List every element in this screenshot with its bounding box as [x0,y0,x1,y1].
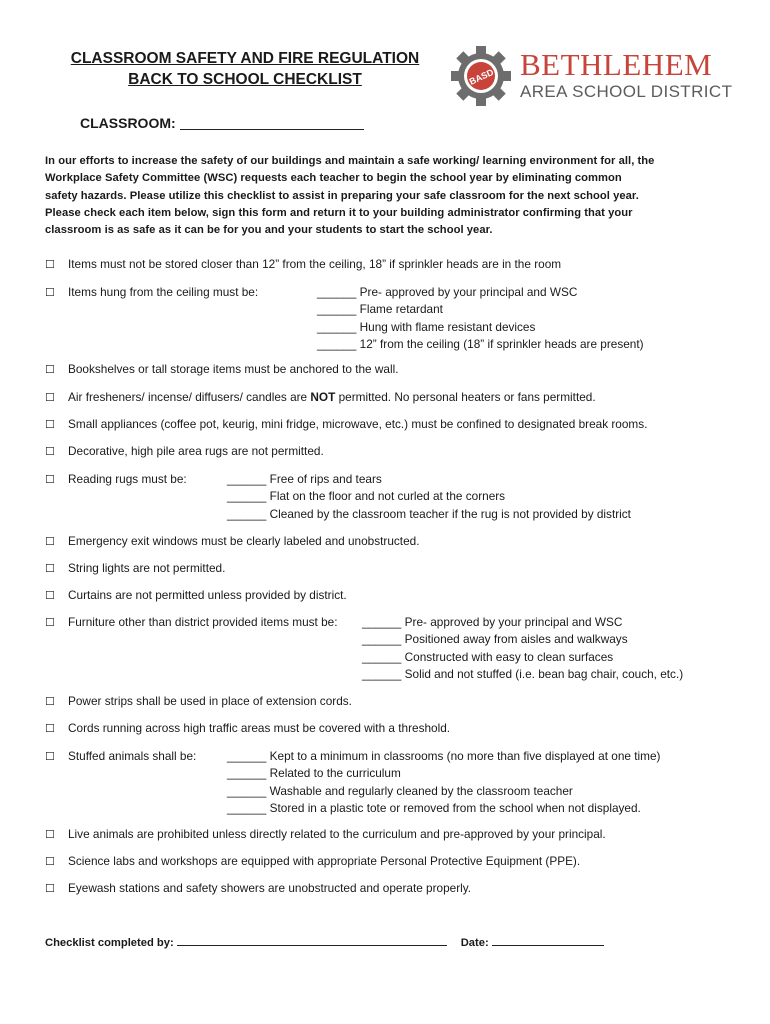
checklist-item [45,361,399,379]
checklist-item [45,471,187,489]
intro-line: Workplace Safety Committee (WSC) requests each teacher to begin the school year by eliminating common [45,172,622,185]
checkbox-icon[interactable]: ☐ [45,617,55,629]
sub-item [227,765,660,782]
sub-item [227,748,660,765]
sub-text: Flat on the floor and not curled at the corners [269,489,506,504]
checkbox-icon[interactable]: ☐ [45,419,55,431]
classroom-field [80,115,364,131]
item-text-emphasis: NOT [310,390,336,404]
checkbox-icon[interactable]: ☐ [45,590,55,602]
checklist-item [45,389,596,407]
checklist-item [45,416,648,434]
item-text: String lights are not permitted. [68,561,226,575]
sub-item [227,488,631,505]
sub-list [227,471,631,523]
sub-item [317,319,644,336]
title-line-1: CLASSROOM SAFETY AND FIRE REGULATION [70,50,420,67]
sub-blank[interactable]: ______ [227,506,267,521]
sub-item [227,471,631,488]
checkbox-icon[interactable]: ☐ [45,696,55,708]
item-text: Power strips shall be used in place of extension cords. [68,694,352,708]
sub-blank[interactable]: ______ [317,336,357,351]
sub-item [317,301,644,318]
sub-blank[interactable]: ______ [227,489,267,504]
checklist-item [45,443,324,461]
sub-blank[interactable]: ______ [362,615,402,629]
sub-text: Positioned away from aisles and walkways [404,632,628,647]
sub-text: Hung with flame resistant devices [359,319,536,334]
sub-text: Pre- approved by your principal and WSC [359,285,578,299]
classroom-blank-line[interactable] [180,115,364,130]
checklist-item [45,853,581,871]
sub-item [227,506,631,523]
item-text: Decorative, high pile area rugs are not permitted. [68,444,324,458]
intro-line: In our efforts to increase the safety of our buildings and maintain a safe working/ learning environment for all, the [45,155,655,167]
intro-line: safety hazards. Please utilize this checklist to assist in preparing your safe classroom for the next school year. [45,189,639,202]
checklist-item [45,587,347,605]
item-text-part: permitted. No personal heaters or fans permitted. [335,390,596,404]
sub-item [227,800,660,817]
sub-blank[interactable]: ______ [317,319,357,334]
item-text: Items hung from the ceiling must be: [68,285,259,299]
sub-list [227,748,660,817]
date-line[interactable] [492,934,604,946]
completed-by-label: Checklist completed by: [45,937,174,949]
checklist-item [45,284,259,302]
signature-footer [45,934,604,949]
district-logo [448,45,748,107]
sub-item [317,336,644,353]
item-text: Eyewash stations and safety showers are unobstructed and operate properly. [68,881,472,895]
checklist-item [45,693,352,711]
item-text: Emergency exit windows must be clearly labeled and unobstructed. [68,534,420,548]
sub-blank[interactable]: ______ [227,472,267,486]
checkbox-icon[interactable]: ☐ [45,259,55,271]
item-text: Furniture other than district provided items must be: [68,615,338,629]
checklist-item [45,880,472,898]
checklist-item [45,720,451,738]
sub-blank[interactable]: ______ [362,666,402,681]
sub-item [362,649,683,666]
item-text: Items must not be stored closer than 12” from the ceiling, 18” if sprinkler heads are in the room [68,257,562,271]
sub-text: Kept to a minimum in classrooms (no more than five displayed at one time) [269,749,661,763]
sub-text: Free of rips and tears [269,472,382,486]
intro-paragraph [45,153,735,239]
sub-blank[interactable]: ______ [227,766,267,781]
sub-text: 12” from the ceiling (18” if sprinkler heads are present) [359,336,644,351]
item-text [68,389,596,406]
sub-list [362,614,683,683]
item-text-part: Air fresheners/ incense/ diffusers/ candles are [68,390,311,404]
sub-item [227,783,660,800]
checkbox-icon[interactable]: ☐ [45,751,55,763]
sub-text: Pre- approved by your principal and WSC [404,615,623,629]
item-text: Reading rugs must be: [68,472,187,486]
gear-logo-icon [448,45,514,107]
sub-blank[interactable]: ______ [317,302,357,317]
classroom-label: CLASSROOM: [80,115,176,131]
sub-item [362,614,683,631]
sub-item [362,666,683,683]
sub-text: Stored in a plastic tote or removed from the school when not displayed. [269,800,641,815]
sub-text: Constructed with easy to clean surfaces [404,649,614,664]
checkbox-icon[interactable]: ☐ [45,856,55,868]
sub-text: Cleaned by the classroom teacher if the rug is not provided by district [269,506,631,521]
intro-line: Please check each item below, sign this form and return it to your building administrator confirming that your [45,206,633,219]
checkbox-icon[interactable]: ☐ [45,364,55,376]
checklist-item [45,256,562,274]
checkbox-icon[interactable]: ☐ [45,392,55,404]
item-text: Cords running across high traffic areas must be covered with a threshold. [68,721,451,735]
logo-subtitle: AREA SCHOOL DISTRICT [520,82,733,101]
sub-blank[interactable]: ______ [362,649,402,664]
checkbox-icon[interactable]: ☐ [45,287,55,299]
title-line-2: BACK TO SCHOOL CHECKLIST [128,71,362,88]
completed-by-line[interactable] [177,934,447,946]
date-label: Date: [460,937,489,949]
sub-blank[interactable]: ______ [227,800,267,815]
sub-text: Related to the curriculum [269,766,401,781]
item-text: Stuffed animals shall be: [68,749,197,763]
checkbox-icon[interactable]: ☐ [45,446,55,458]
item-text: Small appliances (coffee pot, keurig, mini fridge, microwave, etc.) must be confined to designated break rooms. [68,417,648,431]
checklist-item [45,826,606,844]
sub-blank[interactable]: ______ [362,632,402,647]
sub-item [317,284,644,301]
sub-blank[interactable]: ______ [227,749,267,763]
checkbox-icon[interactable]: ☐ [45,563,55,575]
checkbox-icon[interactable]: ☐ [45,829,55,841]
document-title [45,48,445,90]
item-text: Science labs and workshops are equipped with appropriate Personal Protective Equipment (PPE). [68,854,581,868]
checklist-item [45,533,420,551]
checkbox-icon[interactable]: ☐ [45,474,55,486]
sub-item [362,631,683,648]
sub-text: Flame retardant [359,302,443,317]
checkbox-icon[interactable]: ☐ [45,723,55,735]
svg-text:BASD: BASD [467,66,496,87]
checklist-item [45,560,226,578]
logo-name: BETHLEHEM [520,47,713,82]
sub-text: Washable and regularly cleaned by the classroom teacher [269,783,573,798]
item-text: Bookshelves or tall storage items must be anchored to the wall. [68,362,399,376]
sub-blank[interactable]: ______ [227,783,267,798]
item-text: Curtains are not permitted unless provided by district. [68,588,347,602]
sub-text: Solid and not stuffed (i.e. bean bag chair, couch, etc.) [404,666,684,681]
checkbox-icon[interactable]: ☐ [45,536,55,548]
item-text: Live animals are prohibited unless directly related to the curriculum and pre-approved by your principal. [68,827,606,841]
sub-blank[interactable]: ______ [317,285,357,299]
checkbox-icon[interactable]: ☐ [45,883,55,895]
sub-list [317,284,644,353]
intro-line: classroom is as safe as it can be for you and your students to start the school year. [45,224,493,237]
checklist-item [45,748,197,766]
checklist-item [45,614,338,632]
